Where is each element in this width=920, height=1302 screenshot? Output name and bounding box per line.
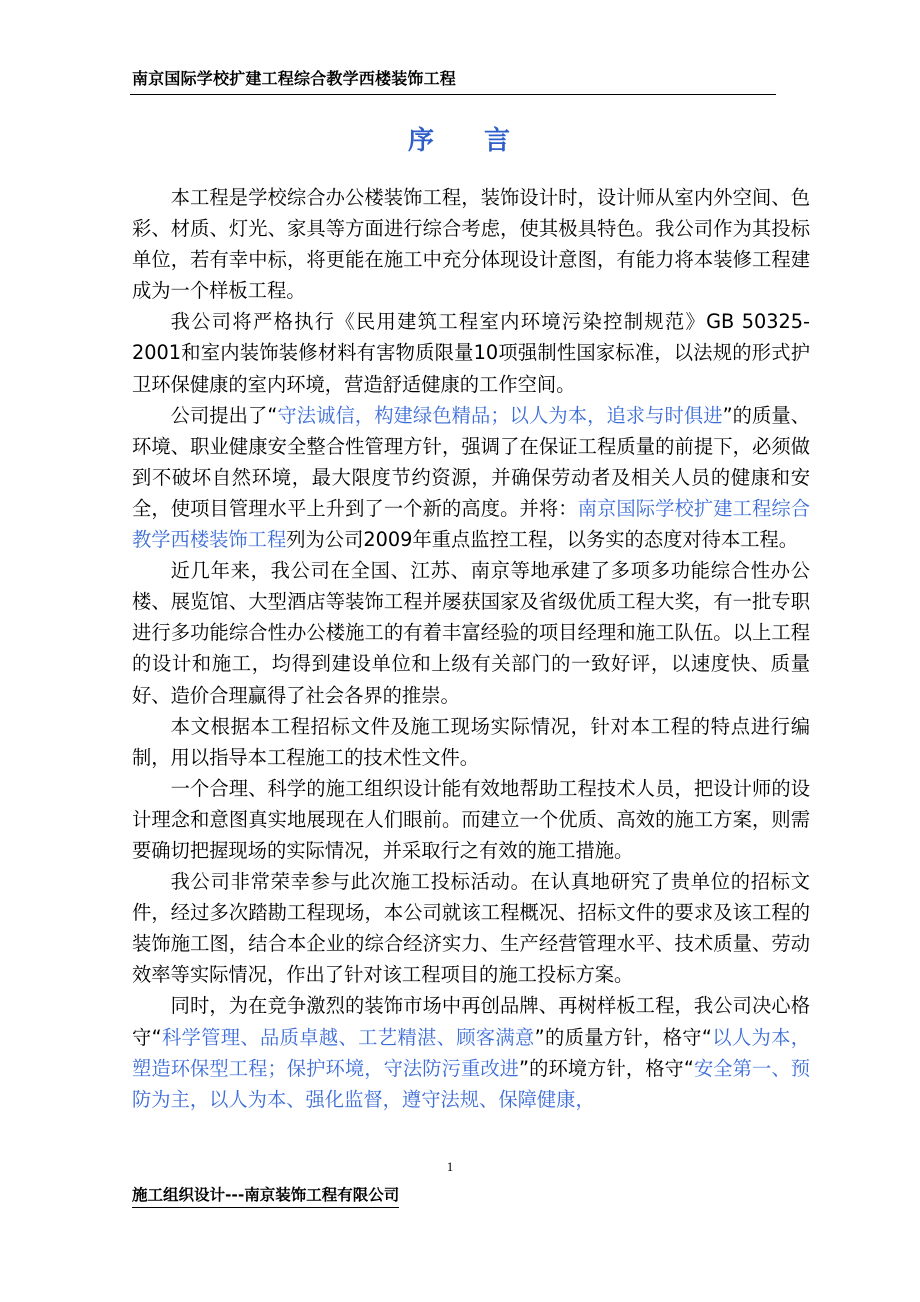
safety-motto-highlight: 安全第一、预防为主，以人为本、强化监督，遵守法规、保障健康，: [132, 1056, 810, 1111]
p3-text-c: ”的质量、环境、职业健康安全整合性管理方针，强调了在保证工程质量的前提下，必须做到不破坏自然环境，最大限度节约资源，并确保劳动者及相关人员的健康和安全，使项目管理水平上升到了一个新的高度。并将：: [132, 403, 810, 520]
paragraph-3: [132, 400, 810, 555]
p3-text-a: 公司提出了“: [170, 403, 278, 427]
title-char-1: 序: [407, 126, 436, 156]
title-char-2: 言: [484, 126, 513, 156]
paragraph-5: 本文根据本工程招标文件及施工现场实际情况，针对本工程的特点进行编制，用以指导本工程施工的技术性文件。: [132, 714, 810, 769]
p8-text-e: ”的环境方针，格守“: [519, 1056, 694, 1080]
paragraph-6: 一个合理、科学的施工组织设计能有效地帮助工程技术人员，把设计师的设计理念和意图真实地展现在人们眼前。而建立一个优质、高效的施工方案，则需要确切把握现场的实际情况，并采取行之有效的施工措施。: [132, 776, 810, 862]
paragraph-4: 近几年来，我公司在全国、江苏、南京等地承建了多项多功能综合性办公楼、展览馆、大型酒店等装饰工程并屡获国家及省级优质工程大奖，有一批专职进行多功能综合性办公楼施工的有着丰富经验的项目经理和施工队伍。以上工程的设计和施工，均得到建设单位和上级有关部门的一致好评，以速度快、质量好、造价合理赢得了社会各界的推崇。: [132, 559, 810, 707]
p3-text-e: 列为公司2009年重点监控工程，以务实的态度对待本工程。: [286, 528, 799, 552]
header-title: 南京国际学校扩建工程综合教学西楼装饰工程: [132, 69, 457, 88]
page-header: [130, 64, 776, 95]
page-footer: 施工组织设计---南京装饰工程有限公司: [132, 1185, 399, 1208]
quality-motto-highlight: 科学管理、品质卓越、工艺精湛、顾客满意: [161, 1025, 535, 1049]
paragraph-7: 我公司非常荣幸参与此次施工投标活动。在认真地研究了贵单位的招标文件，经过多次踏勘工程现场，本公司就该工程概况、招标文件的要求及该工程的装饰施工图，结合本企业的综合经济实力、生产经营管理水平、技术质量、劳动效率等实际情况，作出了针对该工程项目的施工投标方案。: [132, 870, 810, 987]
paragraph-2: 我公司将严格执行《民用建筑工程室内环境污染控制规范》GB 50325-2001和室内装饰装修材料有害物质限量10项强制性国家标准，以法规的形式护卫环保健康的室内环境，营造舒适健康的工作空间。: [132, 310, 810, 396]
paragraph-8: [132, 990, 810, 1114]
p8-text-c: ”的质量方针，格守“: [534, 1025, 712, 1049]
environment-motto-highlight: 以人为本，塑造环保型工程；保护环境，守法防污重改进: [132, 1025, 811, 1080]
project-name-highlight: 南京国际学校扩建工程综合教学西楼装饰工程: [132, 496, 811, 552]
page-number: 1: [446, 1159, 454, 1174]
paragraph-1: 本工程是学校综合办公楼装饰工程，装饰设计时，设计师从室内外空间、色彩、材质、灯光、家具等方面进行综合考虑，使其极具特色。我公司作为其投标单位，若有幸中标，将更能在施工中充分体现设计意图，有能力将本装修工程建成为一个样板工程。: [132, 186, 810, 303]
document-body: [132, 182, 810, 1115]
p8-text-a: 同时，为在竞争激烈的装饰市场中再创品牌、再树样板工程，我公司决心格守“: [132, 994, 810, 1049]
page-title: [0, 120, 920, 157]
quality-policy-highlight: 守法诚信，构建绿色精品；以人为本，追求与时俱进: [277, 403, 723, 427]
